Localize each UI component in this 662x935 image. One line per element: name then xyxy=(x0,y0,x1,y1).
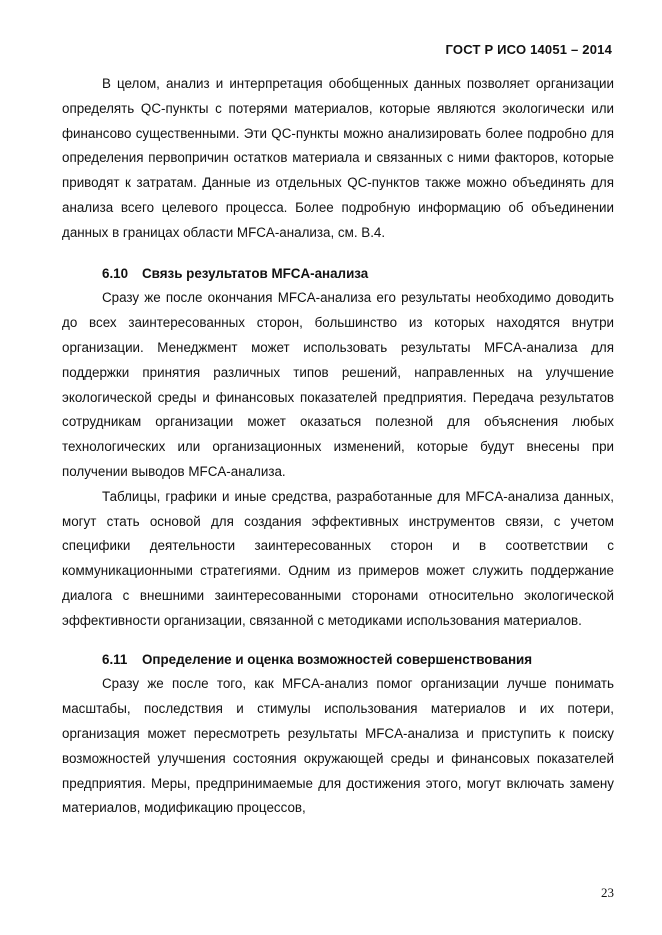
section-heading-6-11 xyxy=(62,648,614,673)
section-6-11-paragraph-1: Сразу же после того, как MFCA-анализ помог организации лучше понимать масштабы, последствия и стимулы использования материалов и их потери, организация может пересмотреть результаты MFCA-анализа и приступить к поиску возможностей улучшения состояния окружающей среды и финансовых показателей предприятия. Меры, предпринимаемые для достижения этого, могут включать замену материалов, модификацию процессов, xyxy=(62,676,614,816)
page-body xyxy=(62,72,614,821)
document-header: ГОСТ Р ИСО 14051 – 2014 xyxy=(445,42,612,57)
section-6-10-paragraph-2: Таблицы, графики и иные средства, разработанные для MFCA-анализа данных, могут стать основой для создания эффективных инструментов связи, с учетом специфики деятельности заинтересованных сторон и в соответствии с коммуникационными стратегиями. Одним из примеров может служить поддержание диалога с внешними заинтересованными сторонами относительно экологической эффективности организации, связанной с методиками использования материалов. xyxy=(62,488,614,628)
intro-paragraph: В целом, анализ и интерпретация обобщенных данных позволяет организации определять QC-пункты с потерями материалов, которые являются экологически или финансово существенными. Эти QC-пункты можно анализировать более подробно для определения первопричин остатков материала и связанных с ними факторов, которые приводят к затратам. Данные из отдельных QC-пунктов также можно объединять для анализа всего целевого процесса. Более подробную информацию об объединении данных в границах области MFCA-анализа, см. B.4. xyxy=(62,76,614,240)
section-heading-6-10 xyxy=(62,262,614,287)
section-number: 6.10 xyxy=(102,265,129,281)
section-number: 6.11 xyxy=(102,651,128,667)
section-6-10-paragraph-1: Сразу же после окончания MFCA-анализа его результаты необходимо доводить до всех заинтересованных сторон, большинство из которых находятся внутри организации. Менеджмент может использовать результаты MFCA-анализа для поддержки принятия различных типов решений, направленных на улучшение экологической среды и финансовых показателей предприятия. Передача результатов сотрудникам организации может оказаться полезной для объяснения любых технологических или организационных изменений, которые будут внесены при получении выводов MFCA-анализа. xyxy=(62,290,614,479)
page-number: 23 xyxy=(601,885,614,900)
section-title: Определение и оценка возможностей совершенствования xyxy=(142,651,533,667)
section-title: Связь результатов MFCA-анализа xyxy=(142,265,369,281)
